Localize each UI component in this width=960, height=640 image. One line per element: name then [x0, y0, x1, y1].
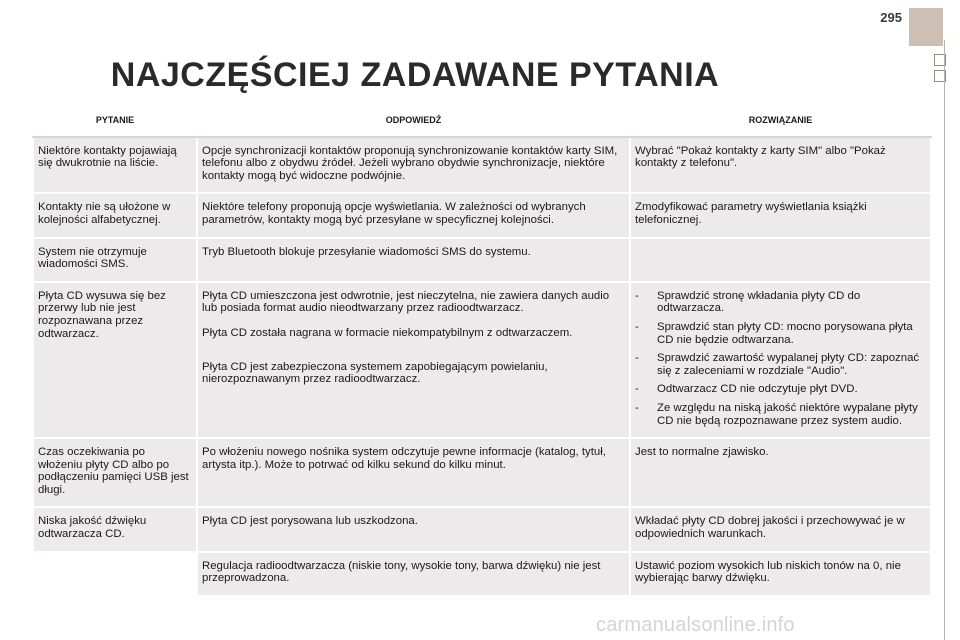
answer-text: Niektóre telefony proponują opcje wyświetlania. W zależności od wybranych parametrów, kontakty mogą być przesyłane w specyficznej kolejności. — [202, 201, 586, 226]
answer-text: Płyta CD jest zabezpieczona systemem zapobiegającym powielaniu, nierozpoznawanym przez radioodtwarzacz. — [202, 360, 548, 386]
answer-text: Po włożeniu nowego nośnika system odczytuje pewne informacje (katalog, tytuł, artysta itp.). Może to potrwać od kilku sekund do kilku minut. — [202, 446, 606, 471]
solution-item-text: Sprawdzić stan płyty CD: mocno porysowana płyta CD nie będzie odtwarzana. — [657, 320, 913, 346]
solution-cell: Jest to normalne zjawisko. — [630, 438, 931, 507]
answer-cell — [197, 193, 630, 237]
answer-cell — [197, 282, 630, 438]
solution-item: - Ze względu na niską jakość niektóre wypalane płyty CD nie będą rozpoznawane przez system audio. — [635, 401, 918, 427]
solution-cell: Zmodyfikować parametry wyświetlania książki telefonicznej. — [630, 193, 931, 237]
table-row — [33, 137, 931, 194]
solution-item-text: Odtwarzacz CD nie odczytuje płyt DVD. — [657, 383, 858, 396]
table-row — [33, 552, 931, 596]
question-cell: Niektóre kontakty pojawiają się dwukrotnie na liście. — [33, 137, 197, 194]
answer-cell — [197, 137, 630, 194]
page-title: NAJCZĘŚCIEJ ZADAWANE PYTANIA — [110, 56, 720, 94]
solution-item-text: Ze względu na niską jakość niektóre wypalane płyty CD nie będą rozpoznawane przez system audio. — [657, 401, 918, 427]
question-cell: Płyta CD wysuwa się bez przerwy lub nie jest rozpoznawana przez odtwarzacz. — [33, 282, 197, 438]
faq-table — [32, 104, 932, 597]
answer-text: Opcje synchronizacji kontaktów proponują synchronizowanie kontaktów karty SIM, telefonu albo z obydwu źródeł. Jeżeli wybrano obydwie synchronizacje, niektóre kontakty mogą być widoczne podwójnie. — [202, 144, 618, 182]
question-cell: Niska jakość dźwięku odtwarzacza CD. — [33, 507, 197, 551]
table-row — [33, 238, 931, 282]
solution-cell — [630, 282, 931, 438]
solution-list — [635, 290, 926, 427]
table-row — [33, 282, 931, 438]
answer-cell — [197, 507, 630, 551]
solution-item: - Odtwarzacz CD nie odczytuje płyt DVD. — [635, 383, 858, 396]
table-header-row — [33, 105, 931, 137]
answer-text: Regulacja radioodtwarzacza (niskie tony, wysokie tony, barwa dźwięku) nie jest przeprowadzona. — [202, 559, 601, 585]
answer-text: Płyta CD umieszczona jest odwrotnie, jest nieczytelna, nie zawiera danych audio lub posiada format audio nieodtwarzany przez radioodtwarzacz. — [202, 289, 610, 315]
solution-item-text: Sprawdzić stronę wkładania płyty CD do odtwarzacza. — [657, 289, 861, 315]
column-header-answer: ODPOWIEDŹ — [197, 105, 630, 137]
watermark: carmanualsonline.info — [596, 614, 795, 636]
answer-text: Tryb Bluetooth blokuje przesyłanie wiadomości SMS do systemu. — [202, 245, 531, 258]
solution-item: - Sprawdzić stronę wkładania płyty CD do odtwarzacza. — [635, 289, 861, 315]
column-header-question: PYTANIE — [33, 105, 197, 137]
solution-cell: Wkładać płyty CD dobrej jakości i przechowywać je w odpowiednich warunkach. — [630, 507, 931, 551]
page-number: 295 — [880, 10, 902, 25]
solution-cell: Ustawić poziom wysokich lub niskich tonów na 0, nie wybierając barwy dźwięku. — [630, 552, 931, 596]
table-row — [33, 438, 931, 507]
answer-cell — [197, 238, 630, 282]
solution-item: - Sprawdzić stan płyty CD: mocno porysowana płyta CD nie będzie odtwarzana. — [635, 320, 913, 346]
table-row — [33, 507, 931, 551]
answer-cell — [197, 438, 630, 507]
question-cell: Czas oczekiwania po włożeniu płyty CD albo po podłączeniu pamięci USB jest długi. — [33, 438, 197, 507]
answer-text: Płyta CD jest porysowana lub uszkodzona. — [202, 515, 418, 528]
question-cell: Kontakty nie są ułożone w kolejności alfabetycznej. — [33, 193, 197, 237]
answer-cell — [197, 552, 630, 596]
solution-cell — [630, 238, 931, 282]
question-cell: System nie otrzymuje wiadomości SMS. — [33, 238, 197, 282]
question-cell — [33, 552, 197, 596]
solution-cell: Wybrać "Pokaż kontakty z karty SIM" albo "Pokaż kontakty z telefonu". — [630, 137, 931, 194]
side-divider — [944, 40, 945, 640]
column-header-solution: ROZWIĄZANIE — [630, 105, 931, 137]
table-row — [33, 193, 931, 237]
answer-text: Płyta CD została nagrana w formacie niekompatybilnym z odtwarzaczem. — [202, 326, 573, 339]
solution-item-text: Sprawdzić zawartość wypalanej płyty CD: zapoznać się z zaleceniami w rozdziale "Audio". — [657, 352, 920, 377]
corner-tab — [909, 8, 943, 46]
solution-item: - Sprawdzić zawartość wypalanej płyty CD: zapoznać się z zaleceniami w rozdziale "Audio". — [635, 352, 920, 377]
